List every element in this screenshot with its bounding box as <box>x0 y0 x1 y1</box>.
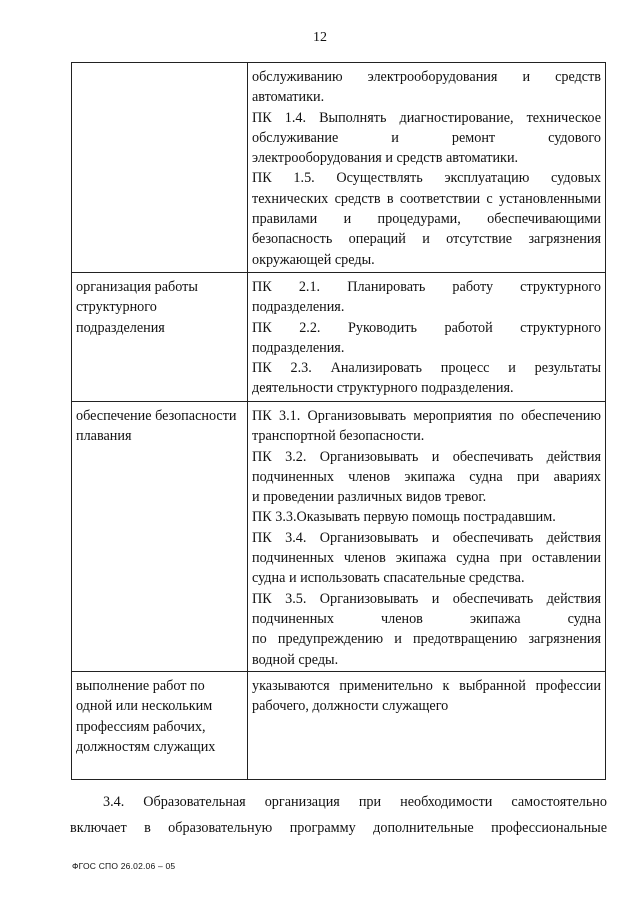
competence-line: деятельности структурного подразделения. <box>252 380 514 397</box>
competence-line: обслуживание и ремонт судового <box>252 129 601 146</box>
activity-cell: выполнение работ по одной или нескольким профессиям рабочих, должностям служащих <box>72 672 248 780</box>
table-row <box>72 672 606 780</box>
paragraph-line: включает в образовательную программу дополнительные профессиональные <box>70 820 607 836</box>
competence-line: окружающей среды. <box>252 251 375 268</box>
competence-line: судна и использовать спасательные средства. <box>252 570 525 587</box>
competence-line: подразделения. <box>252 339 345 356</box>
table-row <box>72 402 606 672</box>
section-paragraph <box>70 789 607 841</box>
competence-cell <box>248 672 606 780</box>
competence-line: ПК 2.2. Руководить работой структурного <box>252 319 601 336</box>
competence-line: электрооборудования и средств автоматики. <box>252 150 519 167</box>
competence-line: указываются применительно к выбранной профессии <box>252 678 601 694</box>
competence-line: подчиненных членов экипажа судна <box>252 610 601 627</box>
table-row <box>72 63 606 273</box>
competence-line: правилами и процедурами, обеспечивающими <box>252 211 601 228</box>
competence-line: ПК 3.2. Организовывать и обеспечивать действия <box>252 448 601 465</box>
competence-line: ПК 3.5. Организовывать и обеспечивать действия <box>252 590 601 607</box>
competence-line: водной среды. <box>252 651 339 668</box>
competence-line: и проведении различных видов тревог. <box>252 489 487 506</box>
table-row <box>72 273 606 402</box>
competence-cell <box>248 402 606 672</box>
activity-cell: обеспечение безопасности плавания <box>72 402 248 672</box>
competence-line: технических средств в соответствии с установленными <box>252 190 601 207</box>
competence-line: ПК 1.5. Осуществлять эксплуатацию судовых <box>252 170 601 187</box>
competence-line: автоматики. <box>252 89 325 106</box>
competence-table <box>71 62 606 780</box>
activity-cell <box>72 63 248 273</box>
competence-line: ПК 2.3. Анализировать процесс и результаты <box>252 360 601 377</box>
competence-line: подчиненных членов экипажа судна при авариях <box>252 468 601 485</box>
competence-line: по предупреждению и предотвращению загрязнения <box>252 631 601 648</box>
competence-line: транспортной безопасности. <box>252 428 425 445</box>
competence-line: ПК 3.1. Организовывать мероприятия по обеспечению <box>252 408 601 424</box>
competence-line: подразделения. <box>252 299 345 316</box>
competence-line: безопасность операций и отсутствие загрязнения <box>252 231 601 248</box>
competence-line: ПК 1.4. Выполнять диагностирование, техническое <box>252 109 601 126</box>
competence-line: ПК 2.1. Планировать работу структурного <box>252 279 601 295</box>
activity-cell: организация работы структурного подразделения <box>72 273 248 402</box>
document-code-footer: ФГОС СПО 26.02.06 – 05 <box>72 861 176 871</box>
competence-cell <box>248 273 606 402</box>
competence-cell <box>248 63 606 273</box>
paragraph-line: 3.4. Образовательная организация при необходимости самостоятельно <box>103 794 607 810</box>
competence-line: подчиненных членов экипажа судна при оставлении <box>252 550 601 567</box>
competence-line: рабочего, должности служащего <box>252 698 449 715</box>
competence-line: ПК 3.4. Организовывать и обеспечивать действия <box>252 529 601 546</box>
competence-line: ПК 3.3.Оказывать первую помощь пострадавшим. <box>252 509 556 526</box>
page-number: 12 <box>313 30 327 45</box>
competence-line: обслуживанию электрооборудования и средств <box>252 69 601 85</box>
